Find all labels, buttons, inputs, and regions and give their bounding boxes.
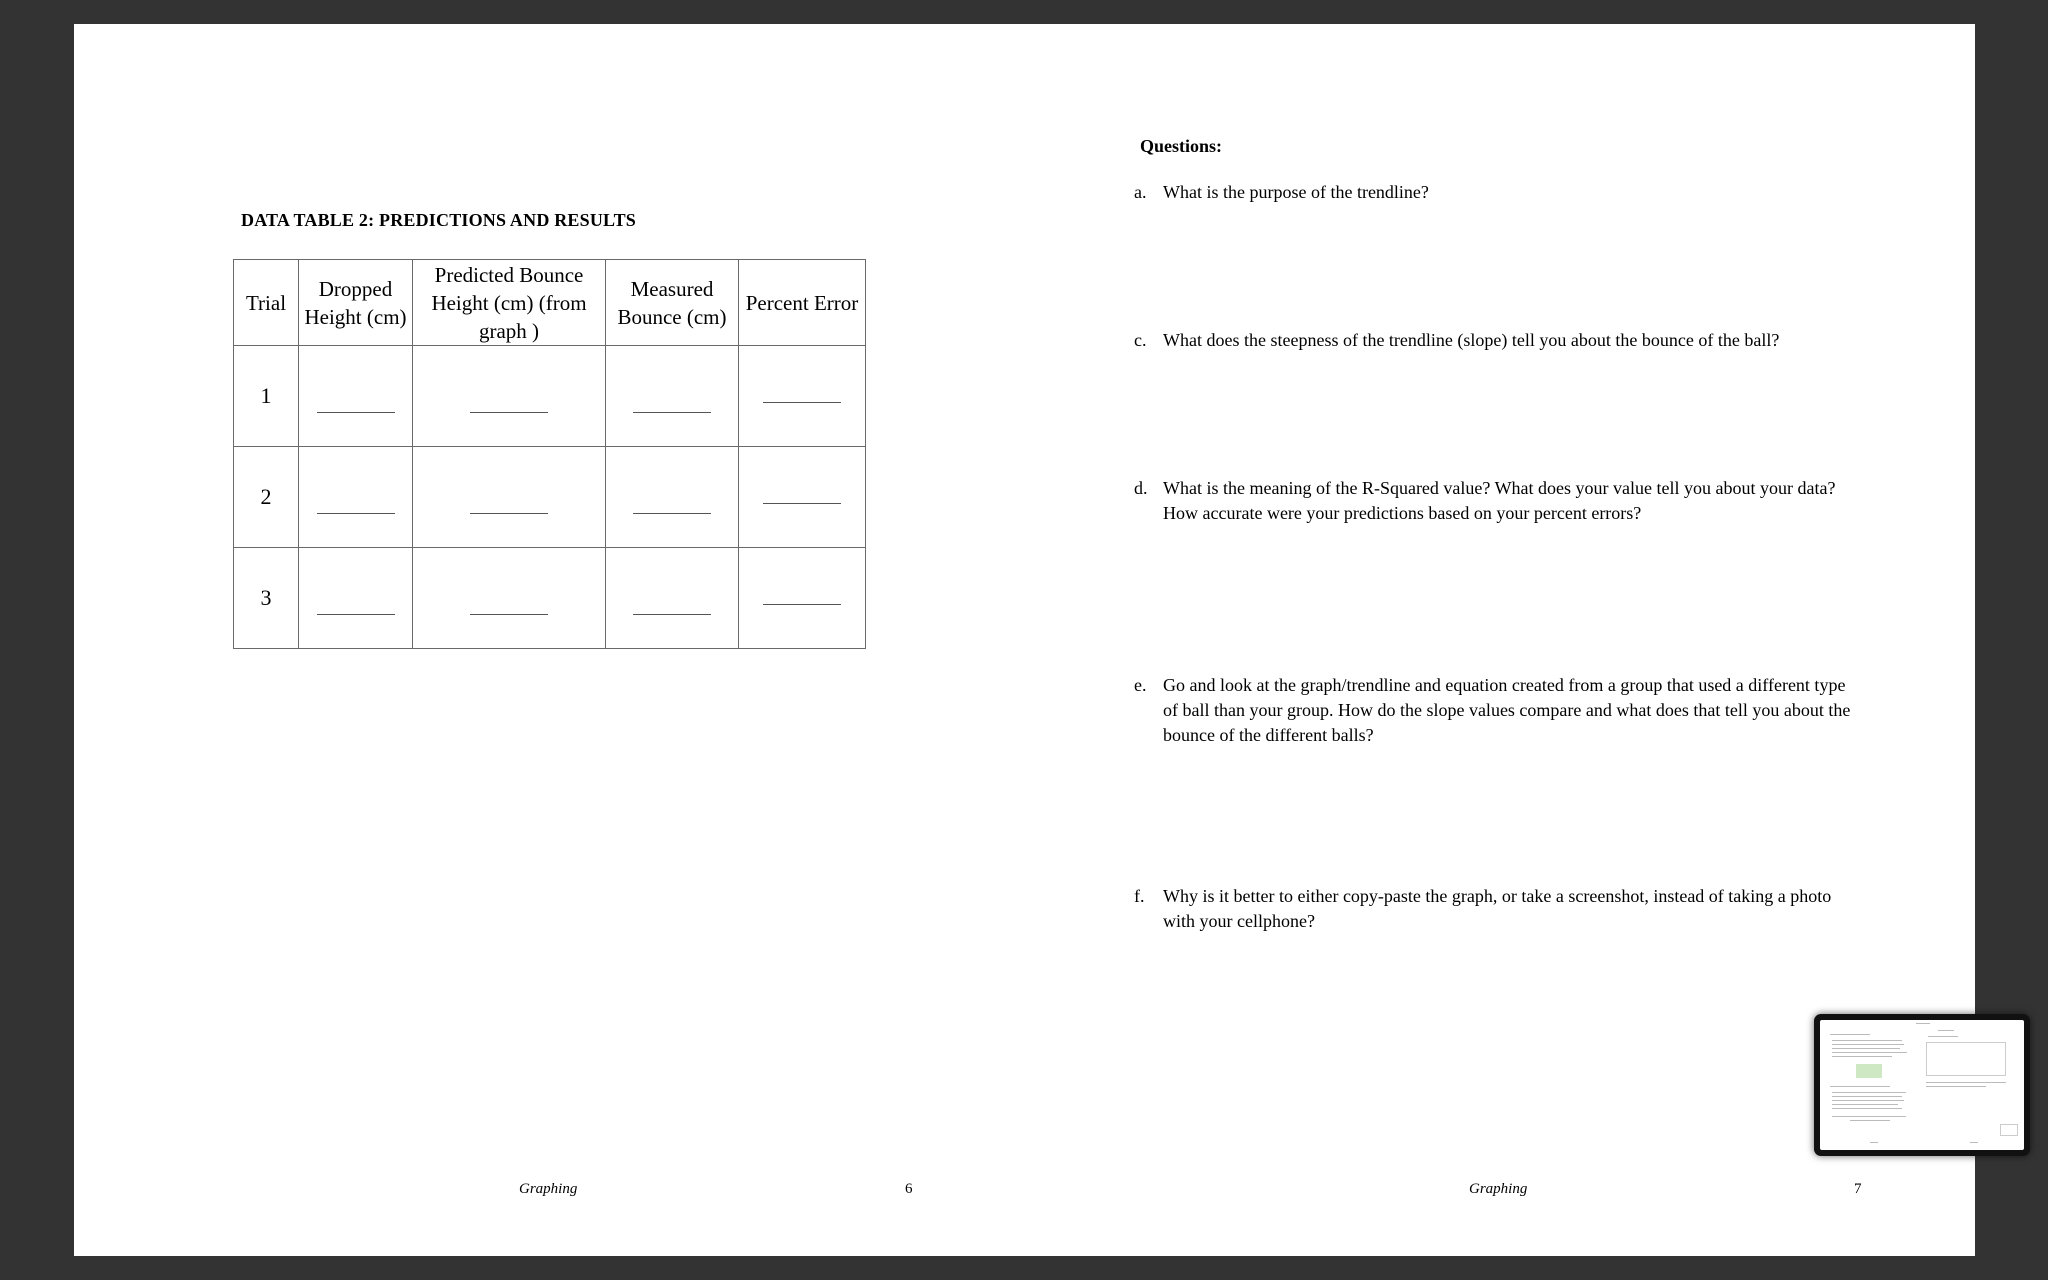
header-dropped-height: Dropped Height (cm)	[299, 260, 413, 346]
thumbnail-line	[1832, 1048, 1900, 1049]
question-c	[1134, 328, 1860, 353]
dropped-height-cell	[299, 548, 413, 649]
thumbnail-line	[1850, 1120, 1890, 1121]
dropped-height-cell	[299, 447, 413, 548]
question-letter: a.	[1134, 182, 1147, 202]
page-number-left: 6	[905, 1181, 913, 1197]
footer-title-right: Graphing	[1469, 1181, 1528, 1197]
answer-blank[interactable]	[633, 614, 711, 615]
measured-bounce-cell	[606, 447, 739, 548]
percent-error-cell	[739, 548, 866, 649]
question-letter: e.	[1134, 675, 1147, 695]
header-trial: Trial	[234, 260, 299, 346]
thumbnail-line	[1832, 1108, 1902, 1109]
predicted-bounce-cell	[413, 346, 606, 447]
table-header-row	[234, 260, 866, 346]
thumbnail-line	[1916, 1023, 1930, 1024]
dropped-height-cell	[299, 346, 413, 447]
trial-number: 2	[234, 447, 299, 548]
thumbnail-line	[1832, 1100, 1904, 1101]
percent-error-cell	[739, 447, 866, 548]
thumbnail-line	[1832, 1052, 1907, 1053]
question-f	[1134, 884, 1860, 934]
measured-bounce-cell	[606, 346, 739, 447]
thumbnail-line	[1926, 1082, 2006, 1083]
thumbnail-line	[1832, 1056, 1892, 1057]
data-table	[233, 259, 866, 649]
question-text: What is the purpose of the trendline?	[1163, 182, 1429, 202]
question-a	[1134, 180, 1860, 205]
thumbnail-line	[1832, 1040, 1902, 1041]
thumbnail-line	[1926, 1086, 1986, 1087]
table-title: DATA TABLE 2: PREDICTIONS AND RESULTS	[241, 210, 637, 230]
predicted-bounce-cell	[413, 548, 606, 649]
trial-number: 1	[234, 346, 299, 447]
question-d	[1134, 476, 1860, 526]
page-thumbnail-preview[interactable]	[1814, 1014, 2030, 1156]
thumbnail-line	[1832, 1044, 1904, 1045]
footer-title-left: Graphing	[519, 1181, 578, 1197]
thumbnail-viewport	[2000, 1124, 2018, 1136]
trial-number: 3	[234, 548, 299, 649]
table-row	[234, 447, 866, 548]
question-e	[1134, 673, 1860, 748]
thumbnail-highlight	[1856, 1064, 1882, 1078]
measured-bounce-cell	[606, 548, 739, 649]
answer-blank[interactable]	[763, 402, 841, 403]
header-measured-bounce: Measured Bounce (cm)	[606, 260, 739, 346]
answer-blank[interactable]	[763, 503, 841, 504]
table-row	[234, 346, 866, 447]
header-predicted-bounce: Predicted Bounce Height (cm) (from graph )	[413, 260, 606, 346]
thumbnail-line	[1830, 1086, 1890, 1087]
thumbnail-line	[1830, 1034, 1870, 1035]
thumbnail-line	[1970, 1142, 1978, 1143]
table-row	[234, 548, 866, 649]
answer-blank[interactable]	[317, 412, 395, 413]
answer-blank[interactable]	[633, 412, 711, 413]
thumbnail-line	[1870, 1142, 1878, 1143]
question-text: What is the meaning of the R-Squared value? What does your value tell you about your data? How accurate were your predictions based on your percent errors?	[1163, 478, 1836, 523]
question-letter: c.	[1134, 330, 1147, 350]
thumbnail-line	[1832, 1116, 1906, 1117]
question-text: What does the steepness of the trendline (slope) tell you about the bounce of the ball?	[1163, 330, 1780, 350]
questions-heading: Questions:	[1140, 136, 1223, 156]
answer-blank[interactable]	[317, 614, 395, 615]
thumbnail-line	[1938, 1030, 1954, 1031]
page-number-right: 7	[1854, 1181, 1862, 1197]
thumbnail-page	[1820, 1020, 2024, 1150]
question-letter: f.	[1134, 886, 1145, 906]
answer-blank[interactable]	[470, 614, 548, 615]
question-text: Why is it better to either copy-paste the graph, or take a screenshot, instead of taking a photo with your cellphone?	[1163, 886, 1832, 931]
header-percent-error: Percent Error	[739, 260, 866, 346]
thumbnail-line	[1832, 1104, 1898, 1105]
question-text: Go and look at the graph/trendline and equation created from a group that used a different type of ball than your group. How do the slope values compare and what does that tell you about the bounce of the different balls?	[1163, 675, 1851, 745]
thumbnail-line	[1832, 1096, 1902, 1097]
answer-blank[interactable]	[470, 513, 548, 514]
answer-blank[interactable]	[470, 412, 548, 413]
thumbnail-table	[1926, 1042, 2006, 1076]
question-letter: d.	[1134, 478, 1148, 498]
predicted-bounce-cell	[413, 447, 606, 548]
thumbnail-line	[1928, 1036, 1958, 1037]
answer-blank[interactable]	[633, 513, 711, 514]
percent-error-cell	[739, 346, 866, 447]
answer-blank[interactable]	[763, 604, 841, 605]
thumbnail-line	[1832, 1092, 1906, 1093]
answer-blank[interactable]	[317, 513, 395, 514]
